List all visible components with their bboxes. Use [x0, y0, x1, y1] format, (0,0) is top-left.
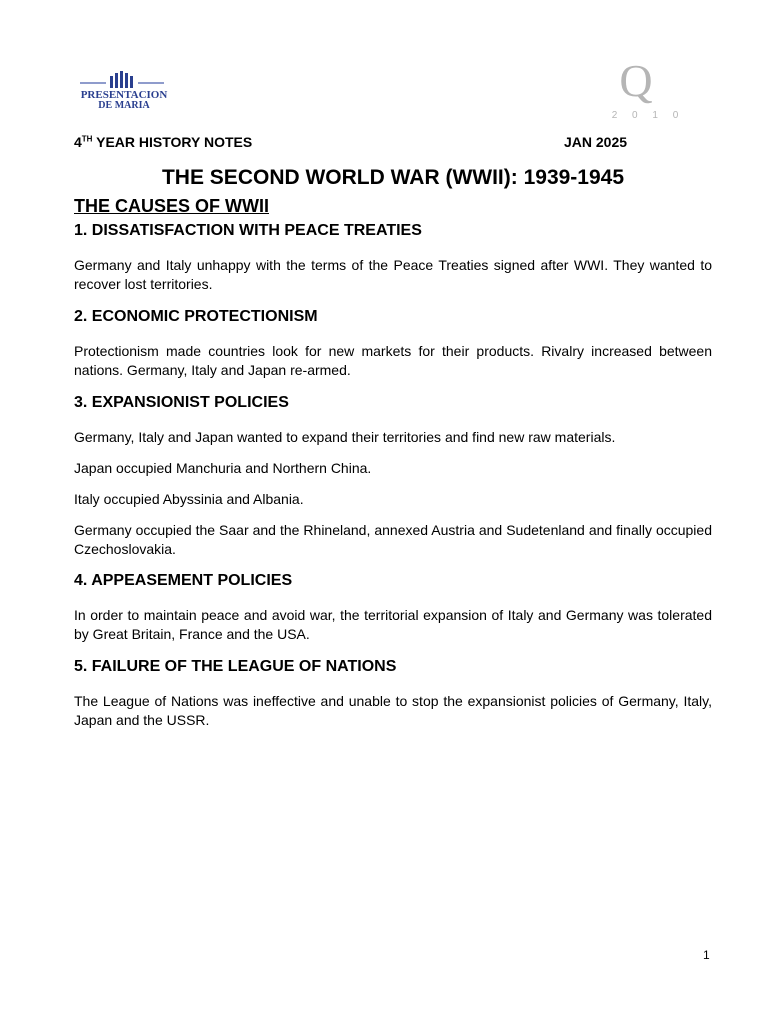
section-paragraph: The League of Nations was ineffective and unable to stop the expansionist policies of Germany, Italy, Japan and the USSR. [74, 693, 712, 728]
course-label-text: YEAR HISTORY NOTES [92, 134, 253, 150]
section-paragraph: Germany and Italy unhappy with the terms of the Peace Treaties signed after WWI. They wanted to recover lost territories. [74, 257, 712, 292]
logo-text-line2: DE MARIA [98, 100, 150, 111]
section-2 [74, 308, 712, 380]
section-paragraph: Japan occupied Manchuria and Northern China. [74, 460, 372, 476]
document-date: JAN 2025 [564, 134, 628, 150]
section-paragraph: Protectionism made countries look for new markets for their products. Rivalry increased between nations. Germany, Italy and Japan re-armed. [74, 343, 712, 378]
logo-q-letter: Q [619, 56, 653, 106]
logo-text-line1: PRESENTACION [80, 89, 168, 101]
presentacion-de-maria-logo [74, 70, 174, 112]
section-3 [74, 394, 712, 559]
document-title: THE SECOND WORLD WAR (WWII): 1939-1945 [161, 166, 625, 189]
section-4 [74, 572, 712, 644]
course-label [74, 134, 252, 150]
page-number: 1 [703, 948, 710, 962]
section-paragraph: Italy occupied Abyssinia and Albania. [74, 491, 304, 507]
course-number: 4 [74, 134, 82, 150]
section-heading: 2. ECONOMIC PROTECTIONISM [74, 308, 318, 325]
section-heading: 1. DISSATISFACTION WITH PEACE TREATIES [74, 222, 422, 239]
section-5 [74, 658, 712, 730]
document-subtitle: THE CAUSES OF WWII [74, 196, 269, 216]
course-superscript: TH [81, 134, 93, 144]
section-1 [74, 222, 712, 294]
section-paragraph: In order to maintain peace and avoid war, the territorial expansion of Italy and Germany was tolerated by Great Britain, France and the USA. [74, 607, 712, 642]
q-quality-logo [606, 56, 686, 122]
section-heading: 3. EXPANSIONIST POLICIES [74, 394, 289, 411]
section-heading: 4. APPEASEMENT POLICIES [74, 572, 293, 589]
logo-year: 2 0 1 0 [611, 110, 685, 121]
section-paragraph: Germany occupied the Saar and the Rhineland, annexed Austria and Sudetenland and finally occupied Czechoslovakia. [74, 522, 712, 557]
section-paragraph: Germany, Italy and Japan wanted to expand their territories and find new raw materials. [74, 429, 616, 445]
section-heading: 5. FAILURE OF THE LEAGUE OF NATIONS [74, 658, 397, 675]
